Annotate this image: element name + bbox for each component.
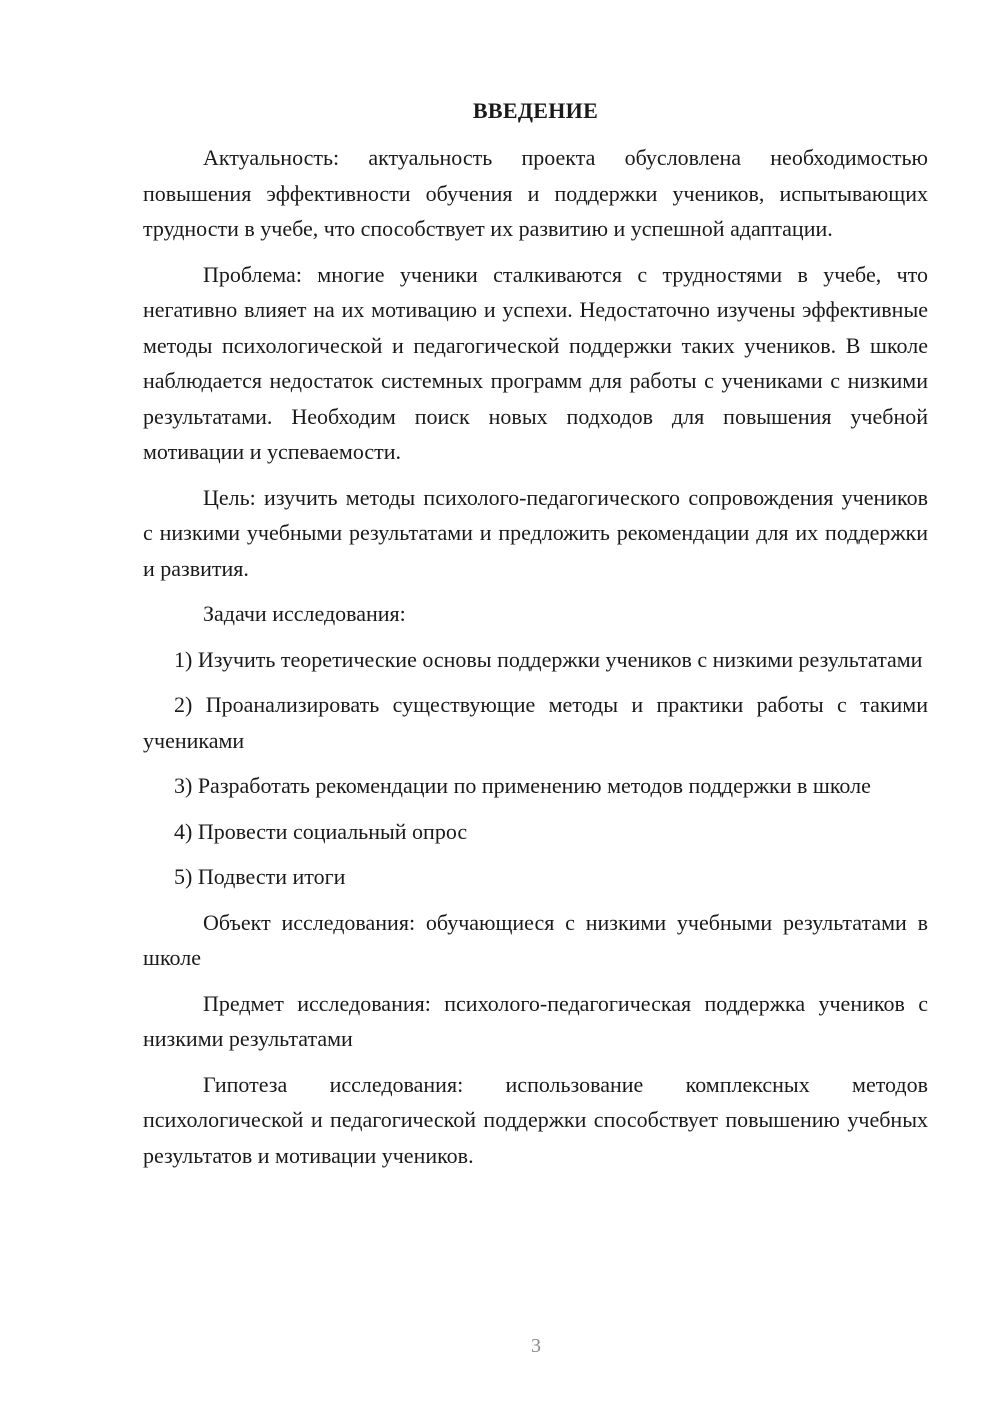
page-number: 3 bbox=[531, 1335, 541, 1357]
problem-paragraph: Проблема: многие ученики сталкиваются с трудностями в учебе, что негативно влияет на их мотивацию и успехи. Недостаточно изучены эффективные методы психологической и педагогической поддержки таких учеников. В школе наблюдается недостаток системных программ для работы с учениками с низкими результатами. Необходим поиск новых подходов для повышения учебной мотивации и успеваемости. bbox=[143, 261, 928, 464]
page-content bbox=[143, 93, 928, 1183]
object-paragraph: Объект исследования: обучающиеся с низкими учебными результатами в школе bbox=[143, 909, 928, 970]
task-item: 2) Проанализировать существующие методы и практики работы с такими учениками bbox=[143, 692, 928, 753]
hypothesis-paragraph: Гипотеза исследования: использование комплексных методов психологической и педагогической поддержки способствует повышению учебных результатов и мотивации учеников. bbox=[143, 1071, 928, 1168]
tasks-heading: Задачи исследования: bbox=[203, 601, 406, 626]
relevance-paragraph: Актуальность: актуальность проекта обусловлена необходимостью повышения эффективности обучения и поддержки учеников, испытывающих трудности в учебе, что способствует их развитию и успешной адаптации. bbox=[143, 145, 928, 241]
task-item: 4) Провести социальный опрос bbox=[174, 818, 468, 844]
task-item: 5) Подвести итоги bbox=[174, 864, 346, 889]
task-item: 1) Изучить теоретические основы поддержки учеников с низкими результатами bbox=[174, 646, 923, 672]
section-title: ВВЕДЕНИЕ bbox=[472, 98, 599, 123]
subject-paragraph: Предмет исследования: психолого-педагогическая поддержка учеников с низкими результатами bbox=[143, 990, 928, 1051]
task-item: 3) Разработать рекомендации по применению методов поддержки в школе bbox=[174, 773, 871, 798]
goal-paragraph: Цель: изучить методы психолого-педагогического сопровождения учеников с низкими учебными результатами и предложить рекомендации для их поддержки и развития. bbox=[143, 484, 928, 581]
